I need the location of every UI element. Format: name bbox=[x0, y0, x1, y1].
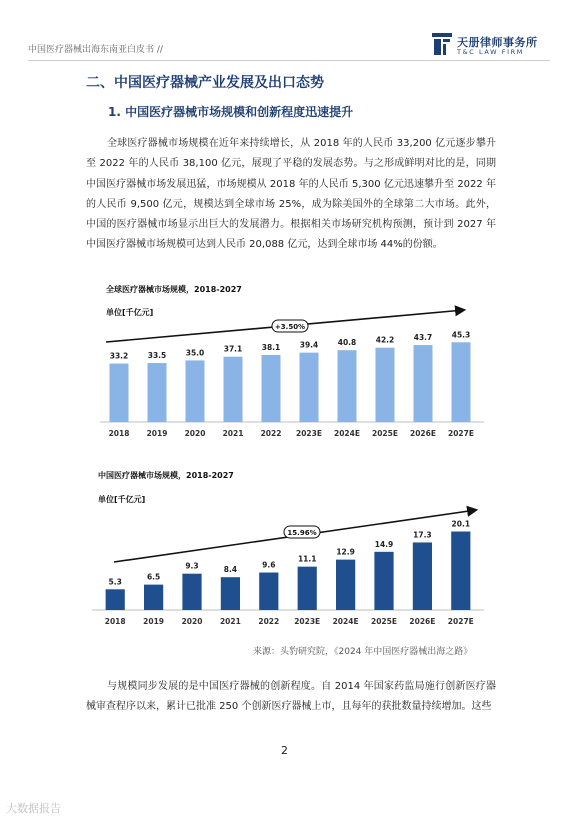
bar-2019 bbox=[148, 363, 167, 422]
x-tick-label: 2018 bbox=[104, 617, 126, 626]
firm-name-cn: 天册律师事务所 bbox=[457, 36, 538, 49]
china-market-bar-chart bbox=[92, 500, 484, 636]
chart-source-note: 来源：头豹研究院，《2024 年中国医疗器械出海之路》 bbox=[253, 647, 473, 657]
bar-value-label: 33.5 bbox=[147, 351, 167, 361]
bar-2027E bbox=[452, 342, 471, 422]
bar-2018 bbox=[106, 589, 125, 610]
growth-rate-label: 15.96% bbox=[287, 529, 317, 537]
section-heading: 二、中国医疗器械产业发展及出口态势 bbox=[86, 75, 324, 91]
bar-2019 bbox=[144, 585, 163, 610]
bar-value-label: 20.1 bbox=[451, 519, 471, 529]
bar-2026E bbox=[413, 542, 432, 610]
x-tick-label: 2023E bbox=[294, 617, 321, 626]
global-market-bar-chart bbox=[100, 296, 484, 446]
bar-value-label: 39.4 bbox=[299, 340, 319, 350]
x-tick-label: 2024E bbox=[334, 429, 360, 438]
bar-value-label: 12.9 bbox=[336, 547, 355, 557]
bar-2020 bbox=[186, 360, 205, 422]
bar-value-label: 9.6 bbox=[262, 560, 276, 570]
bar-value-label: 6.5 bbox=[146, 572, 161, 582]
bar-2023E bbox=[300, 353, 319, 422]
watermark-text: 大数据报告 bbox=[6, 802, 61, 815]
x-tick-label: 2027E bbox=[448, 429, 474, 438]
x-tick-label: 2026E bbox=[409, 617, 436, 626]
bar-2021 bbox=[224, 357, 243, 422]
section-subheading: 1. 中国医疗器械市场规模和创新程度迅速提升 bbox=[108, 105, 354, 119]
bar-value-label: 42.2 bbox=[375, 335, 395, 345]
chart-unit-china: 单位[千亿元] bbox=[98, 495, 146, 504]
bar-value-label: 5.3 bbox=[108, 577, 122, 587]
chart-title-global: 全球医疗器械市场规模，2018-2027 bbox=[106, 285, 242, 294]
x-tick-label: 2024E bbox=[332, 617, 359, 626]
bar-value-label: 45.3 bbox=[451, 330, 471, 340]
growth-rate-label: +3.50% bbox=[274, 323, 306, 331]
chart-unit-global: 单位[千亿元] bbox=[106, 308, 154, 317]
bar-value-label: 35.0 bbox=[185, 348, 205, 358]
bar-value-label: 11.1 bbox=[297, 554, 317, 564]
bar-2026E bbox=[414, 345, 433, 422]
x-tick-label: 2019 bbox=[143, 617, 165, 626]
bar-value-label: 38.1 bbox=[261, 342, 281, 352]
firm-logo bbox=[432, 33, 552, 59]
x-tick-label: 2021 bbox=[222, 429, 244, 438]
x-tick-label: 2019 bbox=[146, 429, 168, 438]
body-paragraph: 与规模同步发展的是中国医疗器械的创新程度。自 2014 年国家药监局施行创新医疗器械审查程序以来，累计已批准 250 个创新医疗器械上市，且每年的获批数量持续增加。这些 bbox=[86, 681, 496, 713]
x-tick-label: 2020 bbox=[181, 617, 203, 626]
x-tick-label: 2022 bbox=[258, 617, 280, 626]
firm-name-en: T&C LAW FIRM bbox=[457, 48, 524, 56]
running-header-title: 中国医疗器械出海东南亚白皮书 // bbox=[28, 45, 163, 55]
x-tick-label: 2018 bbox=[108, 429, 130, 438]
bar-2025E bbox=[376, 348, 395, 422]
x-tick-label: 2020 bbox=[184, 429, 206, 438]
x-tick-label: 2025E bbox=[372, 429, 398, 438]
chart-title-china: 中国医疗器械市场规模，2018-2027 bbox=[98, 471, 234, 480]
bar-value-label: 40.8 bbox=[337, 338, 357, 348]
body-paragraph: 全球医疗器械市场规模在近年来持续增长，从 2018 年的人民币 33,200 亿元逐步攀升至 2022 年的人民币 38,100 亿元，展现了平稳的发展态势。与之形成鲜明对比的是，同期中国医疗器械市场发展迅猛，市场规模从 2018 年的人民币 5,300 亿元迅速攀升至 2022 年的人民币 9,500 亿元，规模达到全球市场 25%，成为除美国外的全球第二大市场。此外，中国的医疗器械市场显示出巨大的发展潜力。根据相关市场研究机构预测，预计到 2027 年中国医疗器械市场规模可达到人民币 20,088 亿元，达到全球市场 44%的份额。 bbox=[86, 138, 496, 251]
bar-value-label: 8.4 bbox=[223, 565, 238, 575]
bar-value-label: 17.3 bbox=[413, 530, 432, 540]
bar-value-label: 37.1 bbox=[223, 344, 243, 354]
bar-2025E bbox=[374, 552, 393, 610]
firm-logo-icon bbox=[432, 33, 452, 55]
bar-value-label: 33.2 bbox=[109, 351, 129, 361]
x-tick-label: 2021 bbox=[219, 617, 241, 626]
bar-2023E bbox=[298, 567, 317, 610]
bar-value-label: 14.9 bbox=[374, 539, 394, 549]
bar-value-label: 9.3 bbox=[185, 561, 199, 571]
bar-2024E bbox=[338, 350, 357, 422]
x-tick-label: 2027E bbox=[447, 617, 474, 626]
header-divider bbox=[28, 60, 550, 61]
x-tick-label: 2023E bbox=[296, 429, 322, 438]
bar-2027E bbox=[451, 532, 470, 610]
x-tick-label: 2026E bbox=[410, 429, 436, 438]
x-tick-label: 2025E bbox=[371, 617, 397, 626]
x-tick-label: 2022 bbox=[260, 429, 282, 438]
bar-value-label: 43.7 bbox=[413, 333, 433, 343]
bar-2020 bbox=[182, 574, 201, 610]
bar-2024E bbox=[336, 560, 355, 610]
bar-2022 bbox=[262, 355, 281, 422]
page-number: 2 bbox=[281, 744, 288, 757]
bar-2018 bbox=[110, 364, 129, 422]
bar-2022 bbox=[259, 573, 278, 610]
bar-2021 bbox=[221, 577, 240, 610]
